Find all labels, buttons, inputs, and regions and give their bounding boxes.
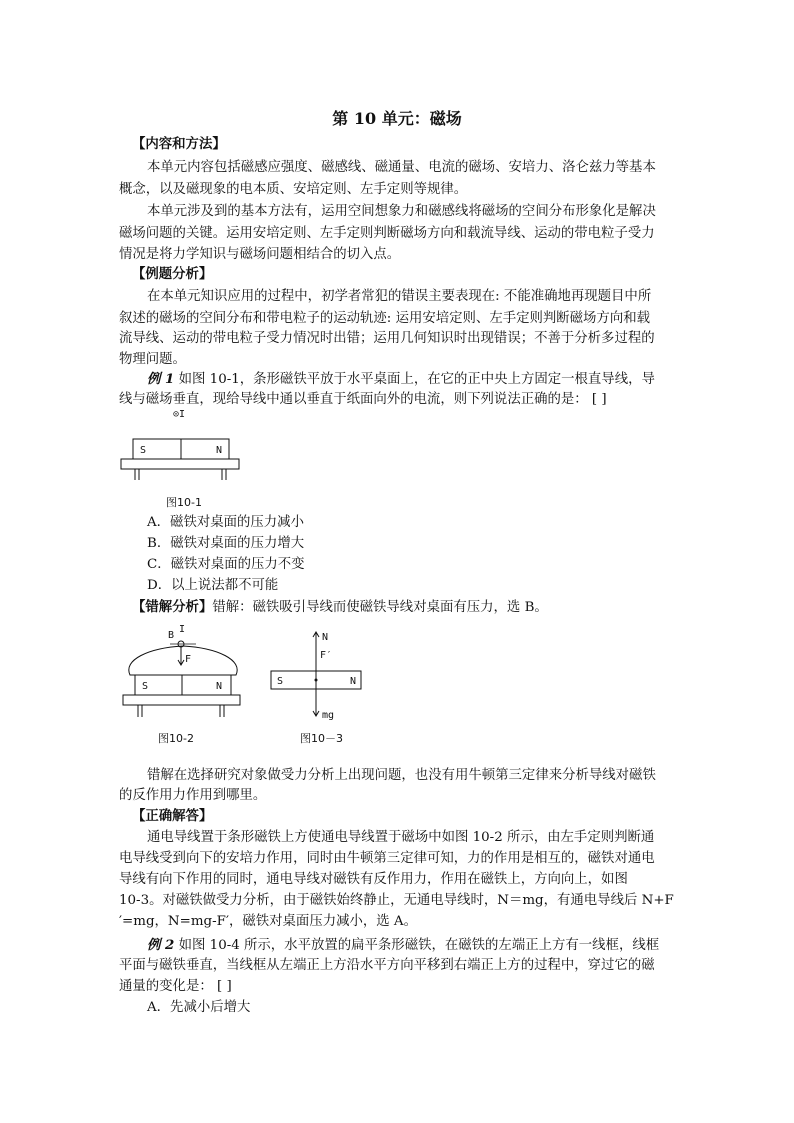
figure-10-2-caption: 图10-2 [158, 732, 194, 745]
paragraph-line: 本单元涉及到的基本方法有，运用空间想象力和磁感线将磁场的空间分布形象化是解决 [147, 204, 656, 219]
paragraph-line: 通电导线置于条形磁铁上方使通电导线置于磁场中如图 10-2 所示，由左手定则判断通 [147, 830, 655, 845]
figure-10-3-caption: 图10－3 [300, 732, 343, 745]
magnet-s-label: S [142, 681, 149, 692]
figure-10-1 [118, 405, 248, 505]
magnet-n-label: N [350, 676, 357, 687]
figure-10-1-caption: 图10-1 [166, 496, 202, 509]
wrong-analysis-heading: 【错解分析】 [132, 599, 213, 615]
option-b: B．磁铁对桌面的压力增大 [147, 536, 305, 551]
figure-10-3 [268, 630, 378, 725]
current-i-label: I [179, 624, 186, 635]
force-f-label: F [185, 654, 192, 665]
field-line-arc [129, 646, 237, 675]
reaction-force-label: F′ [320, 650, 333, 661]
figure-10-2 [118, 620, 248, 720]
paragraph-line: 流导线、运动的带电粒子受力情况时出错；运用几何知识时出现错误；不善于分析多过程的 [119, 331, 655, 346]
correct-solution-heading: 【正确解答】 [132, 808, 213, 824]
paragraph-line: 导线有向下作用的同时，通电导线对磁铁有反作用力，作用在磁铁上，方向向上，如图 [119, 872, 628, 887]
paragraph-line: ′=mg，N=mg-F′，磁铁对桌面压力减小，选 A。 [119, 914, 417, 929]
magnet-n-label: N [216, 445, 223, 456]
gravity-label: mg [322, 710, 335, 721]
option-d: D．以上说法都不可能 [147, 578, 279, 593]
example-1-label: 例 1 [147, 371, 175, 387]
paragraph-line: 叙述的磁场的空间分布和带电粒子的运动轨迹: 运用安培定则、左手定则判断磁场方向和载 [119, 311, 650, 326]
magnet-n-label: N [216, 681, 223, 692]
paragraph-line: 的反作用力作用到哪里。 [119, 788, 267, 803]
table-top [123, 695, 240, 705]
example-2-label: 例 2 [147, 937, 175, 953]
option-a: A．先减小后增大 [147, 1000, 251, 1015]
paragraph-line: 错解在选择研究对象做受力分析上出现问题，也没有用牛顿第三定律来分析导线对磁铁 [147, 768, 656, 783]
paragraph-line: 在本单元知识应用的过程中，初学者常犯的错误主要表现在: 不能准确地再现题目中所 [147, 289, 652, 304]
example-1-line [147, 369, 679, 390]
magnet-s-label: S [140, 445, 147, 456]
field-b-label: B [168, 630, 175, 641]
paragraph-line: 磁场问题的关键。运用安培定则、左手定则判断磁场方向和载流导线、运动的带电粒子受力 [119, 226, 655, 241]
current-label: ⊙I [173, 409, 186, 420]
paragraph-line: 10-3。对磁铁做受力分析，由于磁铁始终静止，无通电导线时，N＝mg，有通电导线后 N+F [119, 893, 674, 908]
paragraph-line: 通量的变化是： [ ] [119, 979, 232, 994]
magnet-s-label: S [277, 676, 284, 687]
paragraph-line: 情况是将力学知识与磁场问题相结合的切入点。 [119, 247, 401, 262]
option-c: C．磁铁对桌面的压力不变 [147, 557, 305, 572]
example-2-line [147, 935, 679, 956]
paragraph-line: 本单元内容包括磁感应强度、磁感线、磁通量、电流的磁场、安培力、洛仑兹力等基本 [147, 160, 656, 175]
table-top [121, 459, 239, 469]
paragraph-line: 线与磁场垂直，现给导线中通以垂直于纸面向外的电流，则下列说法正确的是： [ ] [119, 392, 607, 407]
example-2-text: 如图 10-4 所示，水平放置的扁平条形磁铁，在磁铁的左端正上方有一线框，线框 [174, 938, 660, 953]
paragraph-line: 物理问题。 [119, 352, 186, 367]
page-title: 第 10 单元：磁场 [332, 109, 462, 128]
normal-force-label: N [322, 632, 329, 643]
wrong-analysis-text: 错解：磁铁吸引导线而使磁铁导线对桌面有压力，选 B。 [212, 600, 548, 615]
section-heading-content: 【内容和方法】 [132, 136, 226, 152]
paragraph-line: 平面与磁铁垂直，当线框从左端正上方沿水平方向平移到右端正上方的过程中，穿过它的磁 [119, 958, 655, 973]
paragraph-line: 电导线受到向下的安培力作用，同时由牛顿第三定律可知，力的作用是相互的，磁铁对通电 [119, 851, 655, 866]
wrong-analysis-line [132, 597, 692, 618]
section-heading-examples: 【例题分析】 [132, 266, 213, 282]
example-1-text: 如图 10-1，条形磁铁平放于水平桌面上，在它的正中央上方固定一根直导线，导 [174, 372, 655, 387]
paragraph-line: 概念，以及磁现象的电本质、安培定则、左手定则等规律。 [119, 182, 468, 197]
option-a: A．磁铁对桌面的压力减小 [147, 515, 304, 530]
